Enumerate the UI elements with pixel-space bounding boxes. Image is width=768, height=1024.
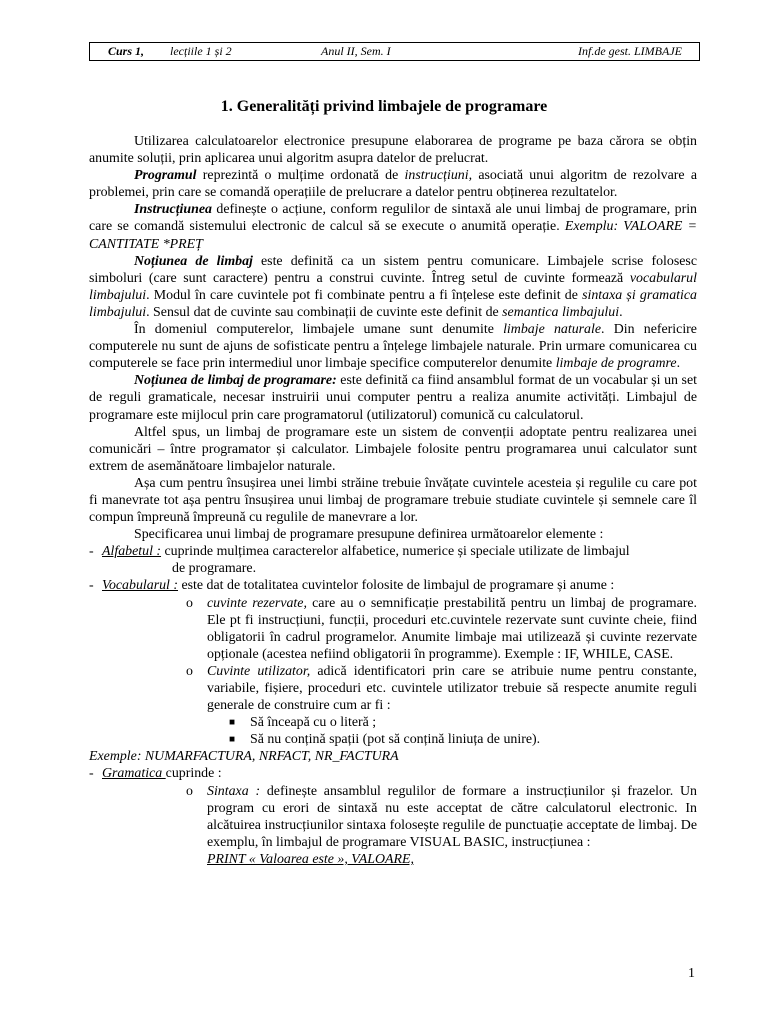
list-item-text (207, 783, 697, 851)
code-example (89, 851, 697, 868)
text-run: este definită ca fiind ansamblul format de un vocabular și un set de reguli gramaticale, necesar instruirii unui computer pentru a realiza anumite activități. Limbajul de programare este mijlocul prin care programatorul (utilizatorul) comunică cu calculatorul. (89, 373, 697, 423)
list-item-text (250, 714, 697, 731)
section-title: 1. Generalități privind limbajele de programare (220, 98, 548, 115)
bullet-item (186, 663, 697, 714)
circle-bullet-icon: o (186, 783, 193, 799)
text-run: este definită ca un sistem pentru comunicare. Limbajele scrise folosesc simboluri (care sunt caractere) pentru a construi cuvinte. Întreg setul de cuvinte formează (89, 253, 697, 286)
emphasized-text: Noțiunea de limbaj de programare: (134, 373, 337, 389)
text-run: Să nu conțină spații (pot să conțină liniuța de unire). (250, 732, 541, 748)
paragraph (89, 424, 697, 475)
emphasized-text: Cuvinte utilizator, (207, 663, 311, 679)
list-item-continuation (89, 560, 697, 577)
text-run: Să înceapă cu o literă ; (250, 715, 377, 731)
text-run: reprezintă o mulțime ordonată de (196, 168, 405, 184)
circle-bullet-icon: o (186, 595, 193, 611)
square-bullet-icon: ■ (229, 717, 236, 729)
header-course: Curs 1, (108, 44, 145, 58)
list-item-text (102, 543, 697, 560)
example-line (89, 748, 697, 765)
emphasized-text: sintaxa și gramatica limbajului (89, 287, 697, 320)
sub-bullet-item (229, 731, 697, 748)
dash-marker: - (89, 578, 94, 594)
emphasized-text: PRINT « Valoarea este », VALOARE, (207, 851, 414, 867)
list-item-text (250, 731, 697, 748)
definition-list-item (89, 765, 697, 782)
text-run: . Din nefericire computerele nu sunt de ajuns de sofisticate pentru a înțelege limbajele naturale. Prin urmare comunicarea cu computerele se face prin intermediul unor limbaje specifice computerelor denumite (89, 322, 697, 372)
document-body (89, 133, 697, 868)
bullet-item (186, 783, 697, 851)
text-run: . (676, 356, 681, 372)
header-lesson: lecțiile 1 și 2 (170, 44, 232, 58)
text-run: definește o acțiune, conform regulilor de sintaxă ale unui limbaj de programare, prin care se comandă sistemului electronic de calcul să se execute o anumită operație. (89, 202, 697, 235)
emphasized-text: semantica limbajului (502, 304, 620, 320)
text-run: Utilizarea calculatoarelor electronice presupune elaborarea de programe pe baza cărora se obțin anumite soluții, prin aplicarea unui algoritm asupra datelor de prelucrat. (89, 134, 697, 167)
emphasized-text: Exemplu: VALOARE = CANTITATE *PREȚ (89, 219, 697, 252)
header-subject: Inf.de gest. LIMBAJE (578, 44, 682, 58)
sub-bullet-item (229, 714, 697, 731)
definition-list-item (89, 577, 697, 594)
text-run: cuprinde : (165, 766, 222, 782)
text-run: . (619, 304, 623, 320)
paragraph (89, 475, 697, 526)
emphasized-text: Gramatica (102, 766, 166, 782)
emphasized-text: limbaje de programre (555, 356, 677, 372)
header-year: Anul II, Sem. I (321, 44, 391, 58)
paragraph (89, 526, 697, 543)
list-item-text (207, 663, 697, 714)
list-item-text (102, 577, 697, 594)
text-run: de programare. (172, 561, 257, 577)
text-run: Specificarea unui limbaj de programare presupune definirea următoarelor elemente : (134, 527, 604, 543)
text-run: adică identificatori prin care se atribuie nume pentru constante, variabile, fișiere, proceduri etc. cuvintele utilizator trebuie să respecte anumite reguli generale de construire cum ar fi : (207, 663, 698, 714)
emphasized-text: limbaje naturale (503, 322, 602, 338)
emphasized-text: Programul (134, 168, 197, 184)
emphasized-text: Vocabularul : (102, 578, 179, 594)
dash-marker: - (89, 766, 94, 782)
bullet-item (186, 595, 697, 663)
emphasized-text: instrucțiuni, (404, 168, 473, 184)
emphasized-text: Noțiunea de limbaj (134, 253, 253, 269)
text-run: definește ansamblul regulilor de formare a instrucțiunilor și frazelor. Un program cu erori de sintaxă nu este acceptat de către calculatorul electronic. In alcătuirea instrucțiunilor sintaxa folosește regulile de punctuație acceptate de limbaj. De exemplu, în limbajul de programare VISUAL BASIC, instrucțiunea : (207, 783, 697, 850)
paragraph (89, 372, 697, 423)
square-bullet-icon: ■ (229, 734, 236, 746)
emphasized-text: Instrucțiunea (134, 202, 212, 218)
text-run: asociată unui algoritm de rezolvare a problemei, prin care se comandă operațiile de prelucrare a datelor pentru obținerea rezultatelor. (89, 168, 698, 201)
paragraph (89, 321, 697, 372)
text-run: cuprinde mulțimea caracterelor alfabetice, numerice și speciale utilizate de limbajul (161, 544, 630, 560)
paragraph (89, 167, 697, 201)
emphasized-text: Sintaxa : (207, 783, 261, 799)
circle-bullet-icon: o (186, 663, 193, 679)
emphasized-text: vocabularul limbajului (89, 270, 697, 303)
text-run: este dat de totalitatea cuvintelor folosite de limbajul de programare și anume : (178, 578, 615, 594)
text-run: . Modul în care cuvintele pot fi combinate pentru a fi înțelese este definit de (146, 287, 583, 303)
text-run: care au o semnificație prestabilită pentru un limbaj de programare. Ele pt fi instrucțiuni, funcții, proceduri etc.cuvintele rezervate sunt cuvinte cheie, fiind obligatorii în cadrul programelor. Anumite limbaje mai utilizează și cuvinte rezervate opționale (acestea nefiind obligatorii în programme). Exemple : IF, WHILE, CASE. (207, 595, 698, 662)
paragraph (89, 253, 697, 321)
emphasized-text: Exemple: NUMARFACTURA, NRFACT, NR_FACTURA (89, 749, 399, 765)
text-run: . Sensul dat de cuvinte sau combinații de cuvinte este definit de (146, 304, 503, 320)
paragraph (89, 201, 697, 252)
definition-list-item (89, 543, 697, 560)
document-header (89, 42, 700, 61)
dash-marker: - (89, 544, 94, 560)
text-run: Altfel spus, un limbaj de programare este un sistem de convenții adoptate pentru realizarea unei comunicări – între programator și calculator. Limbajele folosite pentru programarea unui calculator sunt extrem de asemănătoare limbajelor naturale. (89, 424, 697, 474)
paragraph (89, 133, 697, 167)
emphasized-text: Alfabetul : (102, 544, 162, 560)
page-number: 1 (688, 966, 695, 981)
list-item-text (207, 595, 697, 663)
emphasized-text: cuvinte rezervate, (207, 595, 307, 611)
text-run: Așa cum pentru însușirea unei limbi străine trebuie învățate cuvintele acesteia și regulile cu care pot fi manevrate tot așa pentru însușirea unui limbaj de programare trebuie studiate cuvintele și semnele care îl compun împreună împreună cu regulile de manevrare a lor. (89, 475, 697, 526)
text-run: În domeniul computerelor, limbajele umane sunt denumite (134, 322, 504, 338)
list-item-text (102, 765, 697, 782)
